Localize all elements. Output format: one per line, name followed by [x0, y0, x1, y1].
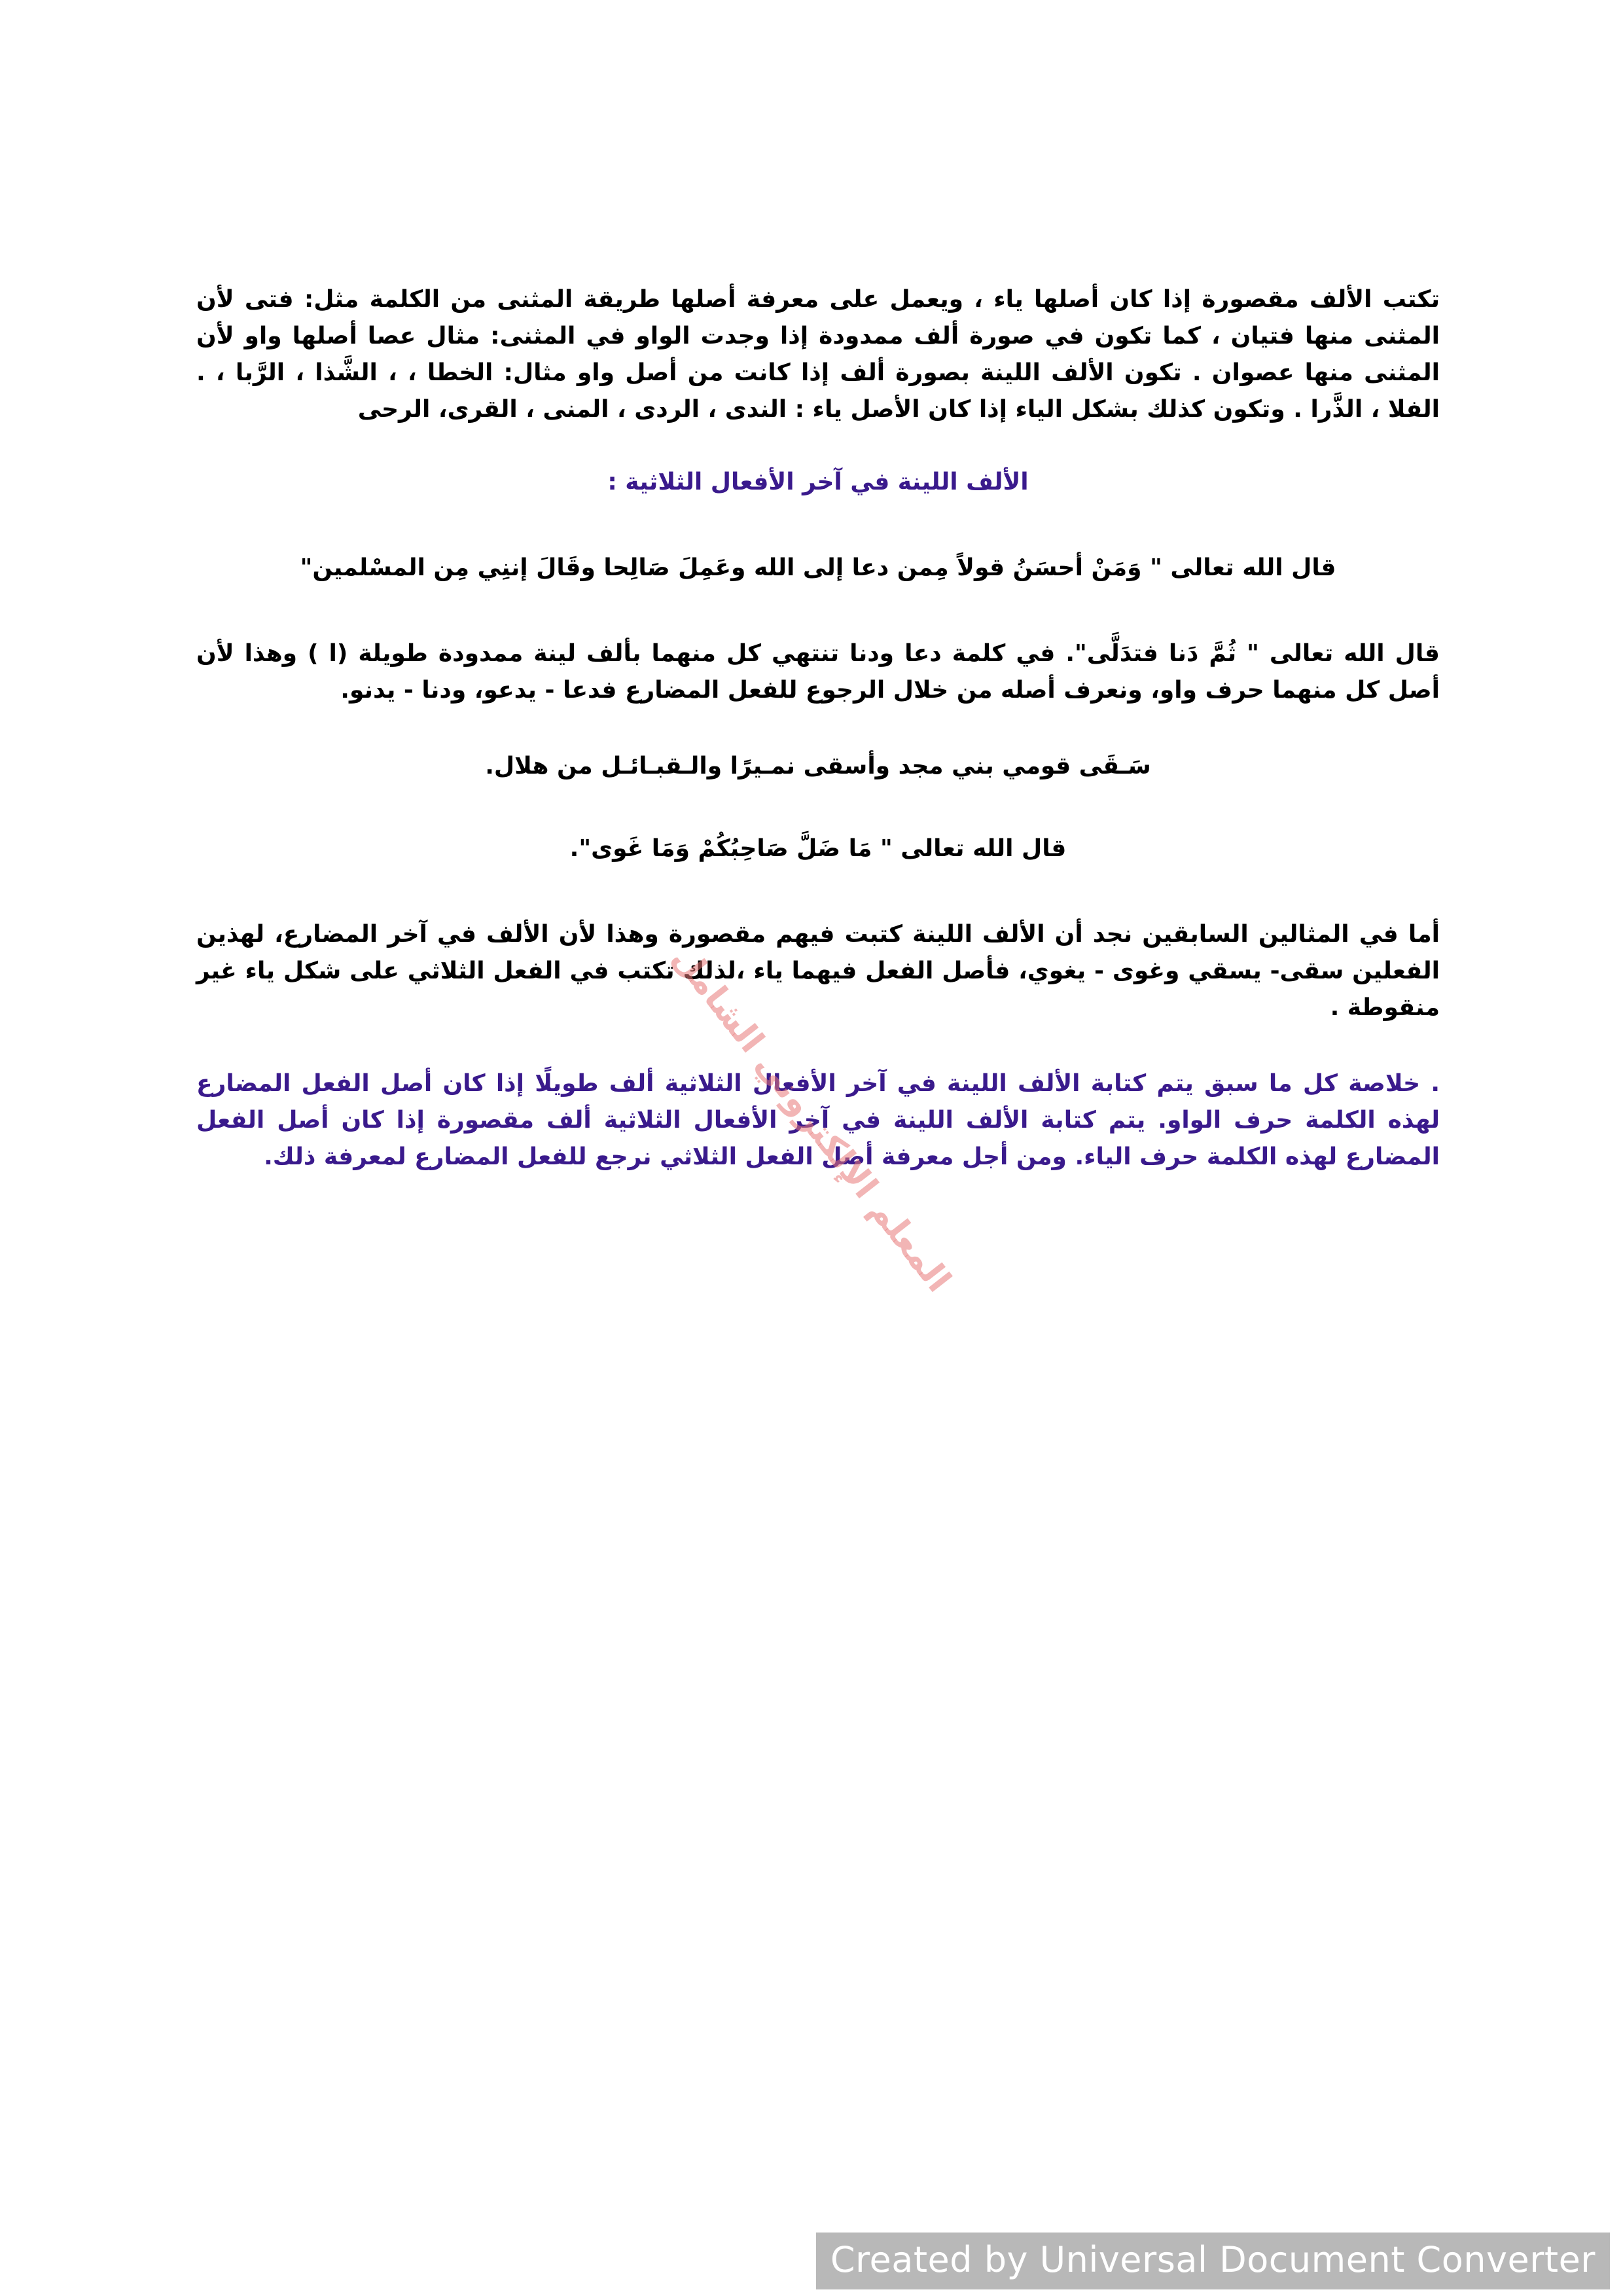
converter-footer-banner: Created by Universal Document Converter [816, 2233, 1610, 2289]
intro-paragraph: تكتب الألف مقصورة إذا كان أصلها ياء ، ويعمل على معرفة أصلها طريقة المثنى من الكلمة مثل: فتى لأن المثنى منها فتيان ، كما تكون في صورة ألف ممدودة إذا وجدت الواو في المثنى: مثال عصا أصلها واو لأن المثنى منها عصوان . تكون الألف اللينة بصورة ألف إذا كانت من أصل واو مثال: الخطا ، ، الشَّذا ، الرَّبا ، . الفلا ، الذَّرا . وتكون كذلك بشكل الياء إذا كان الأصل ياء : الندى ، الردى ، المنى ، القرى، الرحى [196, 286, 1440, 423]
quran-quote-3: قال الله تعالى " مَا ضَلَّ صَاحِبُكُمْ وَمَا غَوى". [569, 835, 1067, 862]
poetry-verse: سَـقَى قومي بني مجد وأسقى نمـيرًا والـقبـائـل من هلال. [485, 753, 1151, 780]
quran-quote-2-paragraph: قال الله تعالى " ثُمَّ دَنا فتدَلَّى". في كلمة دعا ودنا تنتهي كل منهما بألف لينة ممدودة طويلة (ا ) وهذا لأن أصل كل منهما حرف واو، ونعرف أصله من خلال الرجوع للفعل المضارع فدعا - يدعو، ودنا - يدنو. [196, 640, 1440, 704]
watermark-text: المعلم الإلكتروني الشامل [664, 939, 959, 1300]
summary-paragraph: . خلاصة كل ما سبق يتم كتابة الألف اللينة في آخر الأفعال الثلاثية ألف طويلًا إذا كان أصل الفعل المضارع لهذه الكلمة حرف الواو. يتم كتابة الألف اللينة في آخر الأفعال الثلاثية ألف مقصورة إذا كان أصل الفعل المضارع لهذه الكلمة حرف الياء. ومن أجل معرفة أصل الفعل الثلاثي نرجع للفعل المضارع لمعرفة ذلك. [196, 1070, 1440, 1170]
explanation-paragraph: أما في المثالين السابقين نجد أن الألف اللينة كتبت فيهم مقصورة وهذا لأن الألف في آخر المضارع، لهذين الفعلين سقى- يسقي وغوى - يغوي، فأصل الفعل فيهما ياء ،لذلك تكتب في الفعل الثلاثي على شكل ياء غير منقوطة . [196, 921, 1440, 1021]
quran-quote-1: قال الله تعالى " وَمَنْ أحسَنُ قولاً مِمن دعا إلى الله وعَمِلَ صَالِحا وقَالَ إننِي مِن المسْلمين" [300, 554, 1336, 581]
document-body [196, 281, 1440, 1175]
section-heading: الألف اللينة في آخر الأفعال الثلاثية : [607, 469, 1029, 495]
